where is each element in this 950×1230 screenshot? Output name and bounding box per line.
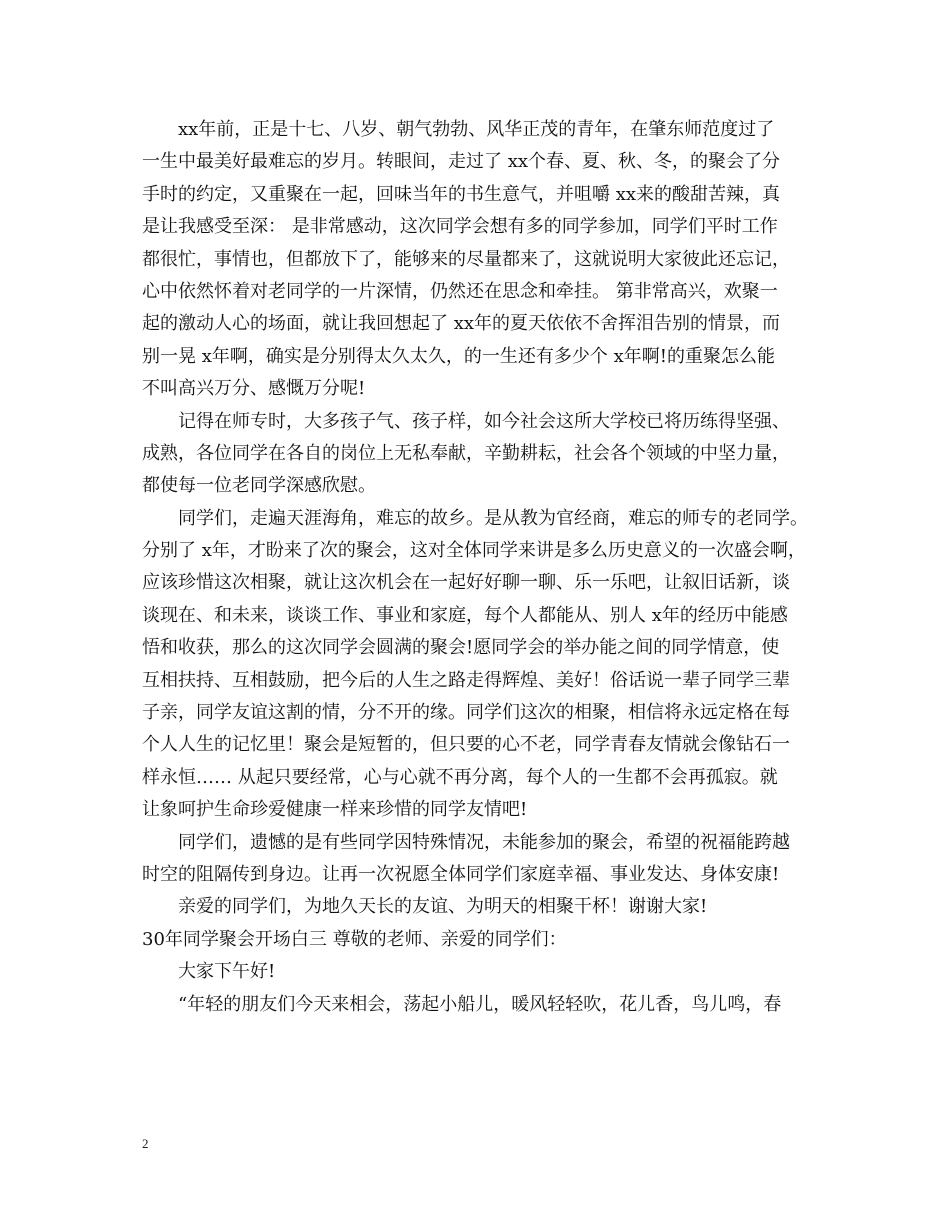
text-line: 大家下午好! — [142, 961, 276, 983]
text-line: 都很忙，事情也，但都放下了，能够来的尽量都来了，这就说明大家彼此还忘记， — [142, 248, 790, 270]
text-line: 应该珍惜这次相聚，就让这次机会在一起好好聊一聊、乐一乐吧，让叙旧话新，谈 — [142, 572, 790, 594]
text-line: 时空的阻隔传到身边。让再一次祝愿全体同学们家庭幸福、事业发达、身体安康! — [142, 863, 780, 885]
text-line: 互相扶持、互相鼓励，把今后的人生之路走得辉煌、美好！俗话说一辈子同学三辈 — [142, 669, 790, 691]
text-line: 手时的约定，又重聚在一起，回味当年的书生意气，并咀嚼 xx来的酸甜苦辣，真 — [142, 183, 781, 205]
text-line: xx年前，正是十七、八岁、朝气勃勃、风华正茂的青年，在肇东师范度过了 — [142, 119, 775, 140]
text-line: 不叫高兴万分、感慨万分呢! — [142, 378, 366, 400]
text-line: 同学们，走遍天涯海角，难忘的故乡。是从教为官经商，难忘的师专的老同学。 — [142, 507, 808, 529]
text-line: 成熟，各位同学在各自的岗位上无私奉献，辛勤耕耘，社会各个领域的中坚力量， — [142, 442, 790, 464]
text-line: 心中依然怀着对老同学的一片深情，仍然还在思念和牵挂。 第非常高兴，欢聚一 — [142, 280, 778, 302]
text-line: 别一晃 x年啊，确实是分别得太久太久，的一生还有多少个 x年啊!的重聚怎么能 — [142, 345, 775, 367]
text-line: 个人人生的记忆里！聚会是短暂的，但只要的心不老，同学青春友情就会像钻石一 — [142, 734, 790, 756]
text-line: 样永恒…… 从起只要经常，心与心就不再分离，每个人的一生都不会再孤寂。就 — [142, 766, 778, 788]
text-line: 是让我感受至深： 是非常感动，这次同学会想有多的同学参加，同学们平时工作 — [142, 216, 778, 238]
text-line: 谈现在、和未来，谈谈工作、事业和家庭，每个人都能从、别人 x年的经历中能感 — [142, 604, 788, 626]
text-line: 起的激动人心的场面，就让我回想起了 xx年的夏天依依不舍挥泪告别的情景，而 — [142, 313, 781, 335]
text-line: “年轻的朋友们今天来相会，荡起小船儿，暖风轻轻吹，花儿香，鸟儿鸣，春 — [142, 993, 782, 1015]
page-number: 2 — [142, 1136, 149, 1151]
text-line: 让象呵护生命珍爱健康一样来珍惜的同学友情吧! — [142, 799, 528, 821]
text-line: 记得在师专时，大多孩子气、孩子样，如今社会这所大学校已将历练得坚强、 — [142, 410, 790, 432]
section-heading-line: 30年同学聚会开场白三 尊敬的老师、亲爱的同学们： — [142, 928, 567, 950]
text-line: 子亲，同学友谊这割的情，分不开的缘。同学们这次的相聚，相信将永远定格在每 — [142, 702, 790, 724]
text-line: 悟和收获，那么的这次同学会圆满的聚会!愿同学会的举办能之间的同学情意，使 — [142, 637, 780, 659]
text-line: 都使每一位老同学深感欣慰。 — [142, 475, 376, 497]
body-text — [142, 114, 828, 1021]
text-line: 一生中最美好最难忘的岁月。转眼间，走过了 xx个春、夏、秋、冬，的聚会了分 — [142, 151, 781, 173]
text-line: 分别了 x年，才盼来了次的聚会，这对全体同学来讲是多么历史意义的一次盛会啊， — [142, 540, 806, 562]
text-line: 同学们，遗憾的是有些同学因特殊情况，未能参加的聚会，希望的祝福能跨越 — [142, 831, 790, 853]
text-line: 亲爱的同学们，为地久天长的友谊、为明天的相聚干杯！谢谢大家! — [142, 896, 708, 918]
